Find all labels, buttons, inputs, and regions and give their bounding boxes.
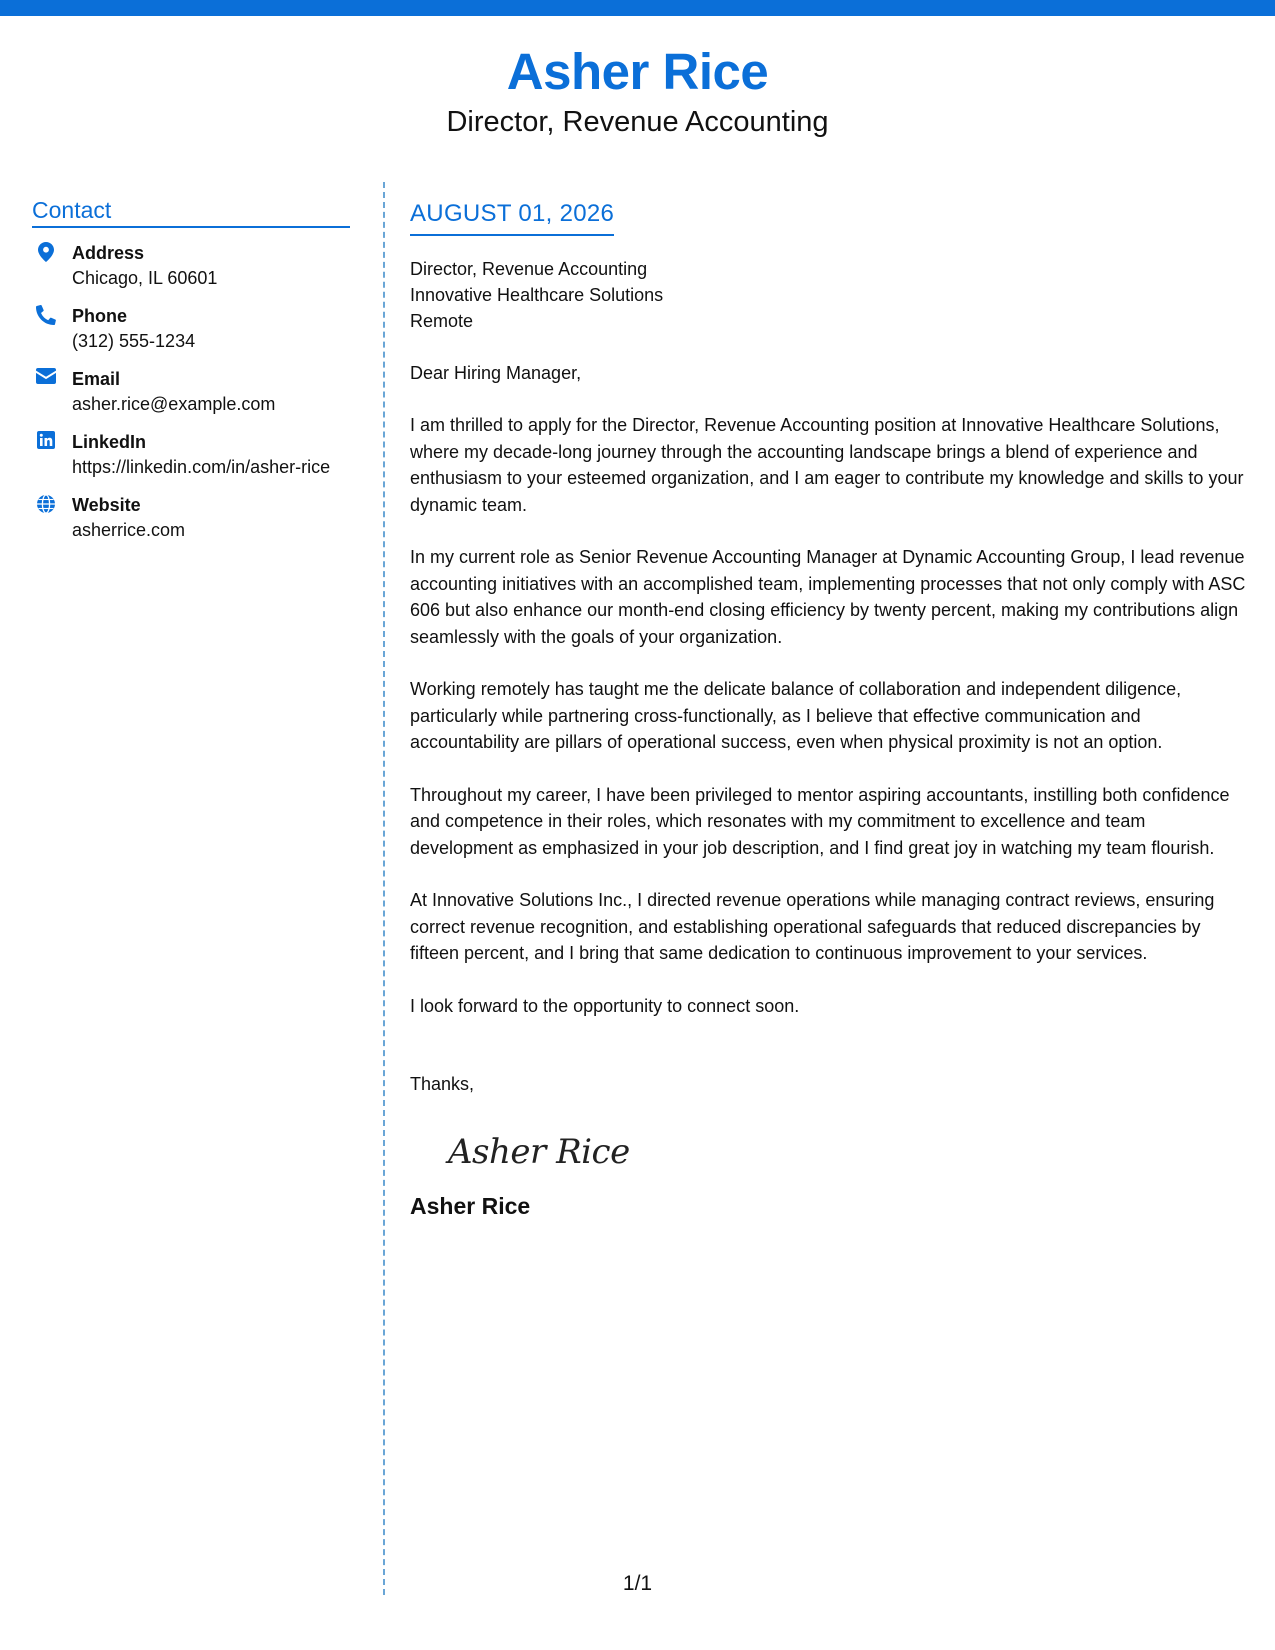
contact-value: (312) 555-1234 — [72, 331, 196, 351]
linkedin-icon — [35, 430, 57, 453]
page-number: 1/1 — [622, 1572, 653, 1595]
contact-linkedin — [32, 430, 352, 480]
envelope-icon — [35, 367, 57, 390]
applicant-title: Director, Revenue Accounting — [446, 106, 829, 138]
letter-body — [410, 198, 1250, 1221]
top-accent-bar — [0, 0, 1275, 16]
location-pin-icon — [35, 241, 57, 264]
contact-phone — [32, 304, 352, 354]
letter-paragraph: In my current role as Senior Revenue Accounting Manager at Dynamic Accounting Group, I lead revenue accounting initiatives with an accomplished team, implementing processes that not only comply with ASC 606 but also enhance our month-end closing efficiency by twenty percent, making my contributions align seamlessly with the goals of your organization. — [410, 547, 1246, 647]
contact-email — [32, 367, 352, 417]
contact-value: Chicago, IL 60601 — [72, 268, 218, 288]
recipient-location: Remote — [410, 311, 474, 331]
recipient-position: Director, Revenue Accounting — [410, 259, 648, 279]
globe-icon — [35, 493, 57, 516]
letter-greeting: Dear Hiring Manager, — [410, 363, 582, 383]
handwritten-signature: Asher Rice — [448, 1131, 630, 1172]
contact-value[interactable]: asher.rice@example.com — [72, 394, 276, 414]
contact-sidebar — [32, 196, 352, 543]
page-header — [0, 42, 1275, 140]
letter-sign-off: Thanks, — [410, 1073, 475, 1094]
contact-value[interactable]: asherrice.com — [72, 520, 186, 540]
contact-label: LinkedIn — [72, 432, 147, 452]
contact-label: Phone — [72, 306, 128, 326]
applicant-name: Asher Rice — [506, 43, 769, 100]
contact-section-title: Contact — [32, 196, 350, 228]
letter-paragraph: Working remotely has taught me the delicate balance of collaboration and independent diligence, particularly while partnering cross-functionally, as I believe that effective communication and accountability are pillars of operational success, even when physical proximity is not an option. — [410, 679, 1182, 752]
contact-label: Address — [72, 243, 145, 263]
contact-website — [32, 493, 352, 543]
contact-label: Website — [72, 495, 141, 515]
contact-value[interactable]: https://linkedin.com/in/asher-rice — [72, 457, 331, 477]
signer-name: Asher Rice — [410, 1192, 531, 1219]
recipient-company: Innovative Healthcare Solutions — [410, 285, 664, 305]
letter-date: AUGUST 01, 2026 — [410, 198, 614, 236]
letter-paragraph: At Innovative Solutions Inc., I directed revenue operations while managing contract reviews, ensuring correct revenue recognition, and establishing operational safeguards that reduced discrepancies by fifteen percent, and I bring that same dedication to continuous improvement to your services. — [410, 890, 1215, 963]
recipient-block — [410, 256, 1250, 334]
letter-paragraph: I am thrilled to apply for the Director, Revenue Accounting position at Innovative Healthcare Solutions, where my decade-long journey through the accounting landscape brings a blend of experience and enthusiasm to your esteemed organization, and I am eager to contribute my knowledge and skills to your dynamic team. — [410, 415, 1244, 515]
contact-address — [32, 241, 352, 291]
contact-label: Email — [72, 369, 121, 389]
letter-paragraph: Throughout my career, I have been privileged to mentor aspiring accountants, instilling both confidence and competence in their roles, which resonates with my commitment to excellence and team development as emphasized in your job description, and I find great joy in watching my team flourish. — [410, 784, 1230, 858]
column-divider — [383, 182, 385, 1595]
letter-closing-line: I look forward to the opportunity to connect soon. — [410, 995, 800, 1016]
phone-icon — [35, 304, 57, 327]
